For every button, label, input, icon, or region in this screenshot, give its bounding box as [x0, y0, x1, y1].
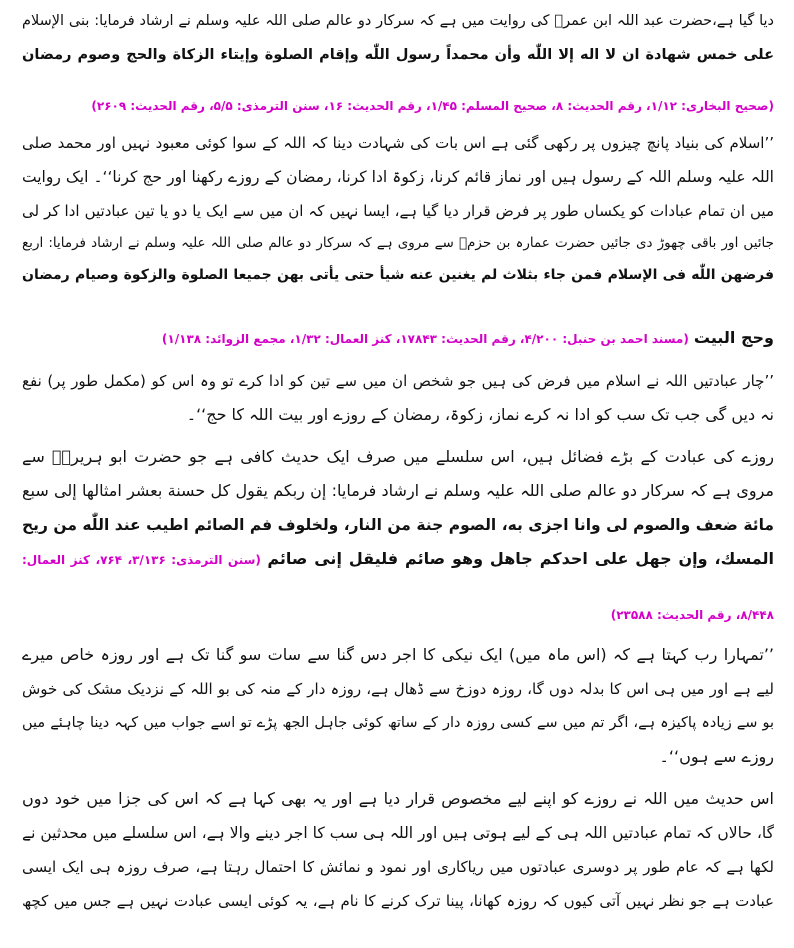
- line-text: مائة ضعف والصوم لی وانا اجزی به، الصوم جنة من النار، ولخلوف فم الصائم اطيب عند اللّٰه من ريح: [22, 516, 774, 534]
- text-line: [22, 740, 774, 774]
- text-line: [22, 638, 774, 672]
- line-text: المسك، وإن جهل علی احدكم جاهل وهو صائم فليقل إنی صائم: [267, 549, 774, 568]
- citation-reference: (سنن الترمذی: ۳/۱۳۶، ۷۶۴، کنز العمال:: [22, 553, 261, 567]
- text-line: [22, 816, 774, 850]
- line-text: نہ دیں گی جب تک سب کو ادا نہ کرے نماز، زکوۃ، رمضان کے روزے اور بیت اللہ کا حج‘‘۔: [186, 405, 774, 424]
- text-line: [22, 160, 774, 194]
- reference-line: [22, 92, 774, 118]
- citation-reference: (صحیح البخاری: ۱/۱۲، رقم الحدیث: ۸، صحیح المسلم: ۱/۴۵، رقم الحدیث: ۱۶، سنن الترمذی: ۵/۵، رقم الحدیث: ۲۶۰۹): [91, 99, 774, 113]
- line-text: جائیں اور باقی چھوڑ دی جائیں حضرت عمارہ بن حزمؓ سے مروی ہے کہ سرکار دو عالم صلی اللہ علیہ وسلم نے ارشاد فرمایا: اربع: [22, 235, 774, 251]
- reference-line: [22, 602, 774, 626]
- line-text: دیا گیا ہے،حضرت عبد اللہ ابن عمرؓ کی روایت میں ہے کہ سرکار دو عالم صلی اللہ علیہ وسلم نے ارشاد فرمایا: بنی الإسلام: [22, 13, 774, 29]
- line-text: ’’تمہارا رب کہتا ہے کہ (اس ماہ میں) ایک نیکی کا اجر دس گنا سے سات سو گنا تک ہے اور روزہ خاص میرے: [22, 645, 774, 664]
- line-text: میں ان تمام عبادات کو یکساں طور پر فرض قرار دیا گیا ہے، ایسا نہیں کہ ان میں سے ایک یا دو یا تین عبادتیں ادا کر لی: [22, 202, 774, 220]
- text-line: [22, 126, 774, 160]
- arabic-hadith-line: [22, 258, 774, 292]
- line-text: مروی ہے کہ سرکار دو عالم صلی اللہ علیہ وسلم نے ارشاد فرمایا: إن ربكم يقول كل حسنة بعشر امثالها إلی سبع: [22, 481, 774, 500]
- line-text: روزے سے ہوں‘‘۔: [659, 747, 774, 766]
- text-line-with-reference: [22, 326, 774, 350]
- line-text: ’’اسلام کی بنیاد پانچ چیزوں پر رکھی گئی ہے اس بات کی شہادت دینا کہ اللہ کے سوا کوئی معبود نہیں اور محمد صلی: [22, 134, 774, 152]
- text-line: [22, 474, 774, 508]
- text-line: [22, 194, 774, 228]
- line-text: وحج البيت: [693, 328, 774, 347]
- line-text: بو سے زیادہ پاکیزہ ہے، اگر تم میں سے کسی روزہ دار کے ساتھ کوئی جاہل الجھ پڑے تو اسے جواب میں کہہ دینا چاہئے میں: [22, 715, 774, 731]
- text-line: [22, 364, 774, 398]
- text-line: [22, 672, 774, 706]
- line-text: گا، حالاں کہ تمام عبادتیں اللہ ہی کے لیے ہوتی ہیں اور اللہ ہی سب کا اجر دینے والا ہے، اس سلسلے میں محدثین نے: [22, 824, 774, 842]
- line-text: لکھا ہے کہ عام طور پر دوسری عبادتوں میں ریاکاری اور نمود و نمائش کا احتمال رہتا ہے، صرف روزہ ہی ایک ایسی: [22, 858, 774, 876]
- text-line: [22, 440, 774, 474]
- citation-reference: (مسند احمد بن حنبل: ۴/۲۰۰، رقم الحدیث: ۱۷۸۴۳، کنز العمال: ۱/۳۲، مجمع الزوائد: ۱/۱۳۸): [161, 332, 689, 346]
- line-text: عبادت ہے جو نظر نہیں آتی کیوں کہ روزہ کھانا، پینا ترک کرنے کا نام ہے، یہ کوئی ایسی عبادت نہیں ہے جس میں کچھ: [22, 892, 774, 910]
- line-text: ’’چار عبادتیں اللہ نے اسلام میں فرض کی ہیں جو شخص ان میں سے تین کو ادا کرے تو وہ اس کو (مکمل طور پر) نفع: [22, 372, 774, 390]
- line-text: اس حدیث میں اللہ نے روزے کو اپنے لیے مخصوص قرار دیا ہے اور یہ بھی کہا ہے کہ اس کی جزا میں خود دوں: [22, 789, 774, 808]
- text-line: [22, 884, 774, 918]
- text-line: [22, 4, 774, 38]
- text-line: [22, 398, 774, 432]
- citation-reference: ۸/۴۴۸، رقم الحدیث: ۲۳۵۸۸): [610, 608, 774, 622]
- line-text: روزے کی عبادت کے بڑے فضائل ہیں، اس سلسلے میں صرف ایک حدیث کافی ہے جو حضرت ابو ہریرہؓ سے: [22, 447, 774, 466]
- arabic-hadith-line: [22, 508, 774, 542]
- line-text: علی خمس شهادة ان لا اله إلا اللّٰه وأن محمداً رسول اللّٰه وإقام الصلوة وإيتاء الزكاة والحج وصوم رمضان: [22, 47, 774, 63]
- text-line-with-reference: [22, 542, 774, 576]
- text-line: [22, 226, 774, 260]
- text-line: [22, 850, 774, 884]
- line-text: فرضهن اللّٰه فی الإسلام فمن جاء بثلاث لم يغنين عنه شيأ حتی يأتی بهن جميعا الصلوة والزكوة وصيام رمضان: [22, 267, 774, 283]
- line-text: لیے ہے اور میں ہی اس کا بدلہ دوں گا، روزہ دوزخ سے ڈھال ہے، روزہ دار کے منہ کی بو اللہ کے نزدیک مشک کی خوش: [22, 680, 774, 698]
- line-text: اللہ علیہ وسلم اللہ کے رسول ہیں اور نماز قائم کرنا، زکوۃ ادا کرنا، رمضان کے روزے رکھنا اور حج کرنا‘‘۔ ایک روایت: [22, 168, 774, 186]
- arabic-hadith-line: [22, 38, 774, 72]
- text-line: [22, 782, 774, 816]
- document-page: [22, 4, 774, 944]
- text-line: [22, 706, 774, 740]
